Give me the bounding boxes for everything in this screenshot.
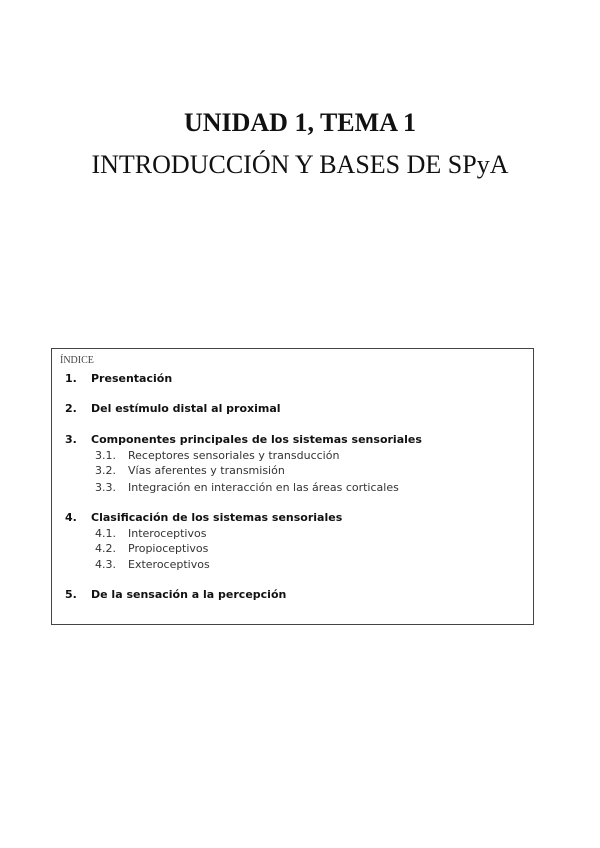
item-label: Interoceptivos xyxy=(128,527,207,540)
item-label: Exteroceptivos xyxy=(128,558,210,571)
item-number: 3. xyxy=(65,433,77,446)
item-number: 3.2. xyxy=(95,464,116,477)
item-label: Componentes principales de los sistemas sensoriales xyxy=(91,433,422,446)
item-number: 2. xyxy=(65,402,77,415)
item-label: Propioceptivos xyxy=(128,542,209,555)
document-subtitle: INTRODUCCIÓN Y BASES DE SPyA xyxy=(91,150,509,179)
item-label: Integración en interacción en las áreas corticales xyxy=(128,481,399,494)
item-label: Vías aferentes y transmisión xyxy=(128,464,285,477)
item-label: Presentación xyxy=(91,372,173,385)
item-number: 3.3. xyxy=(95,481,116,494)
item-label: De la sensación a la percepción xyxy=(91,588,287,601)
item-number: 4.2. xyxy=(95,542,116,555)
item-label: Clasificación de los sistemas sensoriales xyxy=(91,511,343,524)
item-label: Receptores sensoriales y transducción xyxy=(128,449,340,462)
item-number: 5. xyxy=(65,588,77,601)
document-title: UNIDAD 1, TEMA 1 xyxy=(183,108,417,137)
item-number: 3.1. xyxy=(95,449,116,462)
item-number: 4.3. xyxy=(95,558,116,571)
index-heading: ÍNDICE xyxy=(60,355,94,366)
item-label: Del estímulo distal al proximal xyxy=(91,402,281,415)
item-number: 4. xyxy=(65,511,77,524)
item-number: 1. xyxy=(65,372,77,385)
item-number: 4.1. xyxy=(95,527,116,540)
